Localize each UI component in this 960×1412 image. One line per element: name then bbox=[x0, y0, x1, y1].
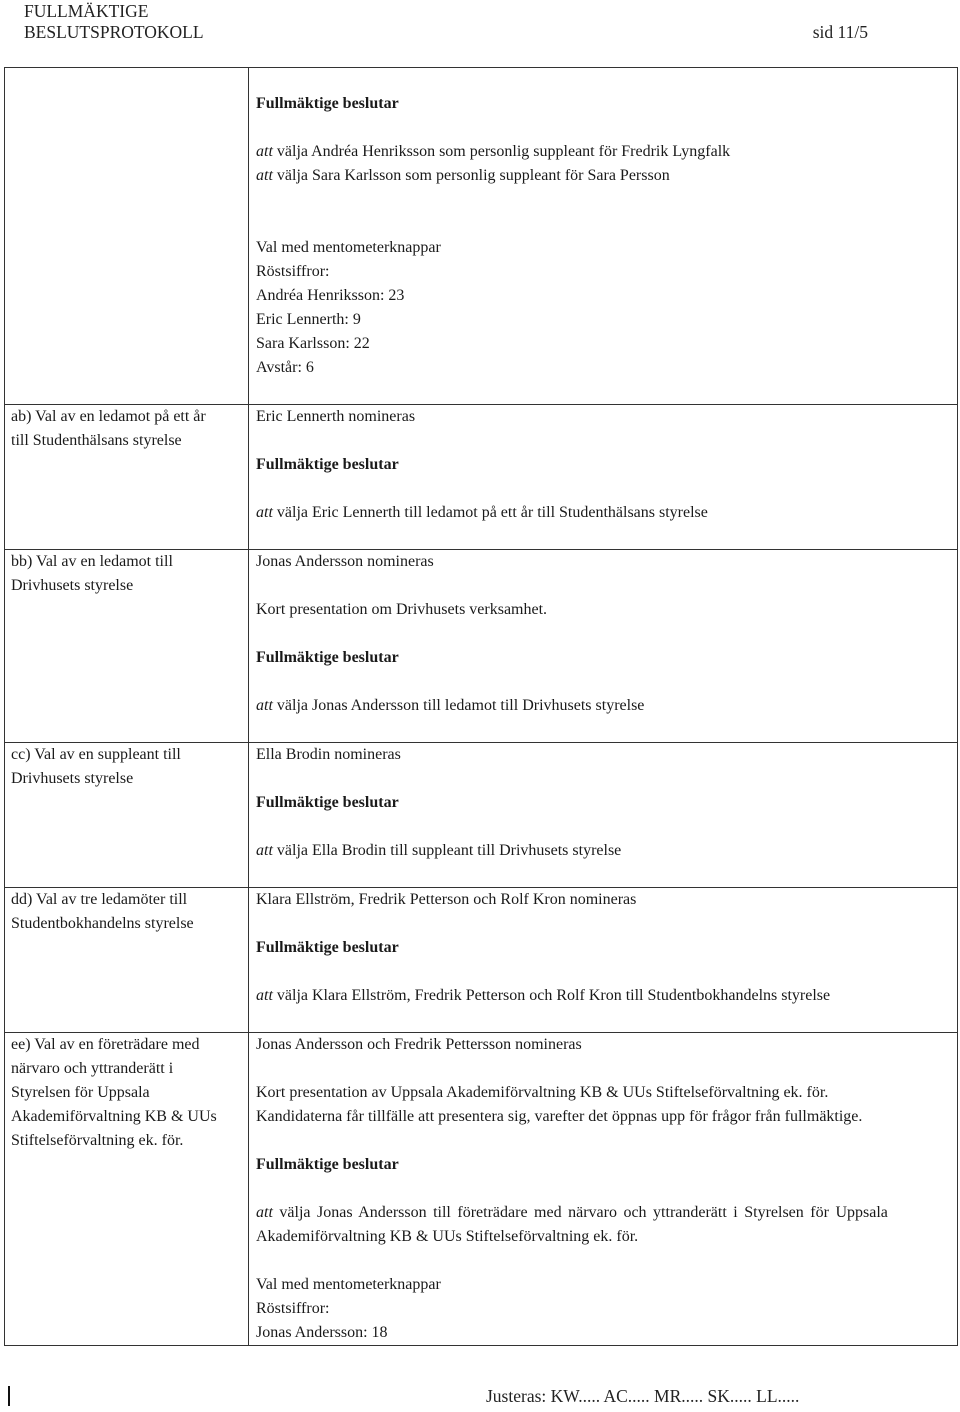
nomination: Klara Ellström, Fredrik Petterson och Rolf Kron nomineras bbox=[256, 891, 637, 908]
table-row bbox=[5, 550, 958, 743]
decision-clause: att välja Jonas Andersson till företrädare med närvaro och yttranderätt i Styrelsen för Uppsala bbox=[256, 1204, 888, 1221]
row-label: ee) Val av en företrädare med närvaro och yttranderätt i Styrelsen för Uppsala Akademiförvaltning KB & UUs Stiftelseförvaltning ek. för. bbox=[5, 1033, 249, 1346]
table-row bbox=[5, 743, 958, 888]
decision-clause: att välja Ella Brodin till suppleant till Drivhusets styrelse bbox=[256, 842, 622, 859]
row-content bbox=[249, 68, 958, 405]
decision-clause: att välja Jonas Andersson till ledamot till Drivhusets styrelse bbox=[256, 697, 645, 714]
table-row bbox=[5, 405, 958, 550]
nomination: Ella Brodin nomineras bbox=[256, 746, 401, 763]
vote-result: Andréa Henriksson: 23 bbox=[256, 287, 405, 304]
row-content bbox=[249, 1033, 958, 1346]
row-label bbox=[5, 68, 249, 405]
page-number: sid 11/5 bbox=[812, 22, 868, 42]
nomination: Jonas Andersson och Fredrik Pettersson nomineras bbox=[256, 1036, 582, 1053]
row-label: ab) Val av en ledamot på ett år till Studenthälsans styrelse bbox=[5, 405, 249, 550]
presentation: Kort presentation om Drivhusets verksamhet. bbox=[256, 601, 548, 618]
decision-clause: att välja Klara Ellström, Fredrik Petterson och Rolf Kron till Studentbokhandelns styrelse bbox=[256, 987, 831, 1004]
vote-method: Val med mentometerknappar bbox=[256, 1276, 441, 1293]
row-content bbox=[249, 743, 958, 888]
row-label: dd) Val av tre ledamöter till Studentbokhandelns styrelse bbox=[5, 888, 249, 1033]
row-label: bb) Val av en ledamot till Drivhusets styrelse bbox=[5, 550, 249, 743]
presentation: Kandidaterna får tillfälle att presentera sig, varefter det öppnas upp för frågor från fullmäktige. bbox=[256, 1108, 863, 1125]
decision-clause: att välja Eric Lennerth till ledamot på ett år till Studenthälsans styrelse bbox=[256, 504, 708, 521]
vote-heading: Röstsiffror: bbox=[256, 263, 330, 280]
text-cursor-mark bbox=[8, 1386, 10, 1406]
vote-result: Eric Lennerth: 9 bbox=[256, 311, 361, 328]
header-subtitle: BESLUTSPROTOKOLL bbox=[24, 22, 204, 42]
vote-method: Val med mentometerknappar bbox=[256, 239, 441, 256]
table-row bbox=[5, 1033, 958, 1346]
decision-heading: Fullmäktige beslutar bbox=[256, 456, 399, 473]
decision-heading: Fullmäktige beslutar bbox=[256, 1156, 399, 1173]
row-label: cc) Val av en suppleant till Drivhusets styrelse bbox=[5, 743, 249, 888]
nomination: Jonas Andersson nomineras bbox=[256, 553, 434, 570]
decision-clause: att välja Sara Karlsson som personlig suppleant för Sara Persson bbox=[256, 167, 670, 184]
table-row bbox=[5, 68, 958, 405]
row-content bbox=[249, 405, 958, 550]
vote-result: Sara Karlsson: 22 bbox=[256, 335, 370, 352]
vote-result: Jonas Andersson: 18 bbox=[256, 1324, 388, 1341]
decision-heading: Fullmäktige beslutar bbox=[256, 939, 399, 956]
decision-heading: Fullmäktige beslutar bbox=[256, 95, 399, 112]
justeras-line: Justeras: KW..... AC..... MR..... SK..... LL..... bbox=[486, 1386, 800, 1406]
table-row bbox=[5, 888, 958, 1033]
header-title: FULLMÄKTIGE bbox=[24, 1, 149, 21]
vote-result: Avstår: 6 bbox=[256, 359, 314, 376]
document-header bbox=[24, 1, 204, 43]
row-content bbox=[249, 550, 958, 743]
presentation: Kort presentation av Uppsala Akademiförvaltning KB & UUs Stiftelseförvaltning ek. för. bbox=[256, 1084, 829, 1101]
minutes-table bbox=[4, 67, 958, 1346]
decision-clause-continuation: Akademiförvaltning KB & UUs Stiftelseförvaltning ek. för. bbox=[256, 1228, 639, 1245]
row-content bbox=[249, 888, 958, 1033]
decision-heading: Fullmäktige beslutar bbox=[256, 649, 399, 666]
decision-clause: att välja Andréa Henriksson som personlig suppleant för Fredrik Lyngfalk bbox=[256, 143, 731, 160]
nomination: Eric Lennerth nomineras bbox=[256, 408, 416, 425]
decision-heading: Fullmäktige beslutar bbox=[256, 794, 399, 811]
vote-heading: Röstsiffror: bbox=[256, 1300, 330, 1317]
